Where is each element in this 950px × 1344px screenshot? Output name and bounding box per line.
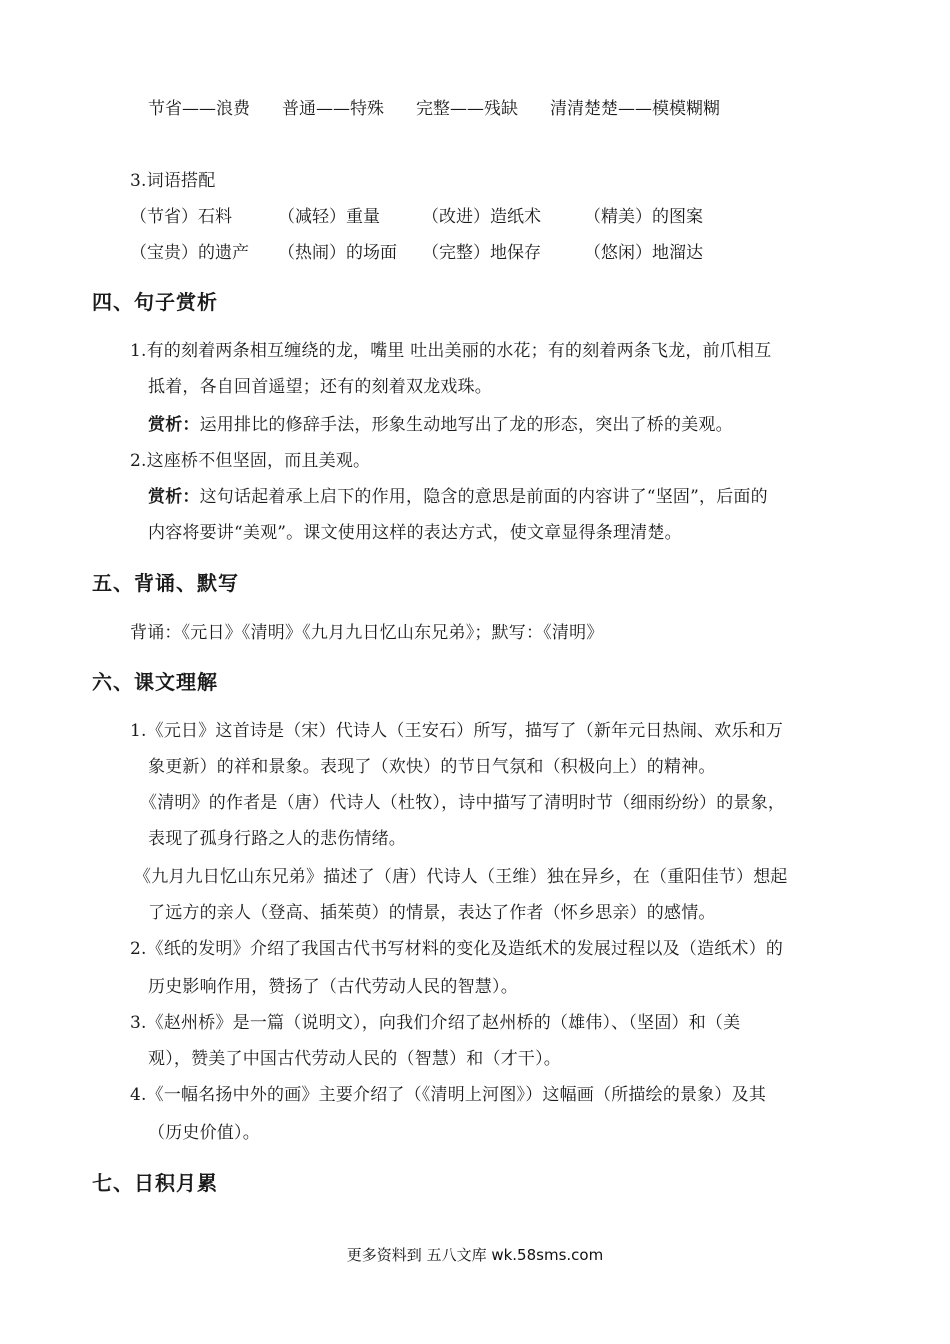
comprehension-line: 1.《元日》这首诗是（宋）代诗人（王安石）所写，描写了（新年元日热闹、欢乐和万 xyxy=(130,721,784,741)
section-heading-comprehension: 六、课文理解 xyxy=(92,670,218,694)
collocation-item: （宝贵）的遗产 xyxy=(130,243,249,263)
comprehension-line: 观），赞美了中国古代劳动人民的（智慧）和（才干）。 xyxy=(148,1049,561,1069)
analysis-text: 这句话起着承上启下的作用，隐含的意思是前面的内容讲了“坚固”，后面的 xyxy=(199,487,768,507)
collocation-title: 3.词语搭配 xyxy=(130,171,216,191)
section-heading-sentence-analysis: 四、句子赏析 xyxy=(92,290,218,314)
comprehension-line: 2.《纸的发明》介绍了我国古代书写材料的变化及造纸术的发展过程以及（造纸术）的 xyxy=(130,939,784,959)
collocation-item: （精美）的图案 xyxy=(584,207,703,227)
sentence-text: 抵着，各自回首遥望；还有的刻着双龙戏珠。 xyxy=(148,377,492,397)
antonym-pair: 普通——特殊 xyxy=(282,99,384,119)
section-heading-daily-accumulation: 七、日积月累 xyxy=(92,1171,218,1195)
comprehension-line: 《九月九日忆山东兄弟》描述了（唐）代诗人（王维）独在异乡，在（重阳佳节）想起 xyxy=(134,867,788,887)
antonym-pair: 清清楚楚——模模糊糊 xyxy=(550,99,720,119)
collocation-item: （悠闲）地溜达 xyxy=(584,243,703,263)
collocation-item: （减轻）重量 xyxy=(278,207,380,227)
analysis-label: 赏析： xyxy=(148,415,200,435)
collocation-item: （热闹）的场面 xyxy=(278,243,397,263)
analysis-label: 赏析： xyxy=(148,487,200,507)
sentence-text: 2.这座桥不但坚固，而且美观。 xyxy=(130,451,371,471)
antonym-pair: 节省——浪费 xyxy=(148,99,250,119)
sentence-text: 1.有的刻着两条相互缠绕的龙，嘴里 吐出美丽的水花；有的刻着两条飞龙，前爪相互 xyxy=(130,341,772,361)
analysis-text: 内容将要讲“美观”。课文使用这样的表达方式，使文章显得条理清楚。 xyxy=(148,523,682,543)
comprehension-line: 《清明》的作者是（唐）代诗人（杜牧），诗中描写了清明时节（细雨纷纷）的景象， xyxy=(140,793,786,813)
collocation-row xyxy=(130,205,780,229)
analysis-text: 运用排比的修辞手法，形象生动地写出了龙的形态，突出了桥的美观。 xyxy=(199,415,733,435)
section-heading-recite: 五、背诵、默写 xyxy=(92,571,239,595)
comprehension-line: 3.《赵州桥》是一篇（说明文），向我们介绍了赵州桥的（雄伟）、（坚固）和（美 xyxy=(130,1013,741,1033)
collocation-item: （完整）地保存 xyxy=(422,243,541,263)
footer-source-text: 更多资料到 五八文库 wk.58sms.com xyxy=(346,1246,604,1264)
analysis-paragraph xyxy=(148,485,768,509)
comprehension-line: 历史影响作用，赞扬了（古代劳动人民的智慧）。 xyxy=(148,977,518,997)
antonym-pair: 完整——残缺 xyxy=(416,99,518,119)
comprehension-line: 象更新）的祥和景象。表现了（欢快）的节日气氛和（积极向上）的精神。 xyxy=(148,757,716,777)
collocation-row xyxy=(130,241,780,265)
comprehension-line: 表现了孤身行路之人的悲伤情绪。 xyxy=(148,829,406,849)
analysis-paragraph xyxy=(148,413,733,437)
collocation-item: （改进）造纸术 xyxy=(422,207,541,227)
comprehension-line: 4.《一幅名扬中外的画》主要介绍了（《清明上河图》）这幅画（所描绘的景象）及其 xyxy=(130,1085,767,1105)
recite-text: 背诵：《元日》《清明》《九月九日忆山东兄弟》；默写：《清明》 xyxy=(130,623,604,643)
collocation-item: （节省）石料 xyxy=(130,207,232,227)
antonym-row xyxy=(148,97,848,121)
comprehension-line: 了远方的亲人（登高、插茱萸）的情景，表达了作者（怀乡思亲）的感情。 xyxy=(148,903,716,923)
comprehension-line: （历史价值）。 xyxy=(148,1123,260,1143)
